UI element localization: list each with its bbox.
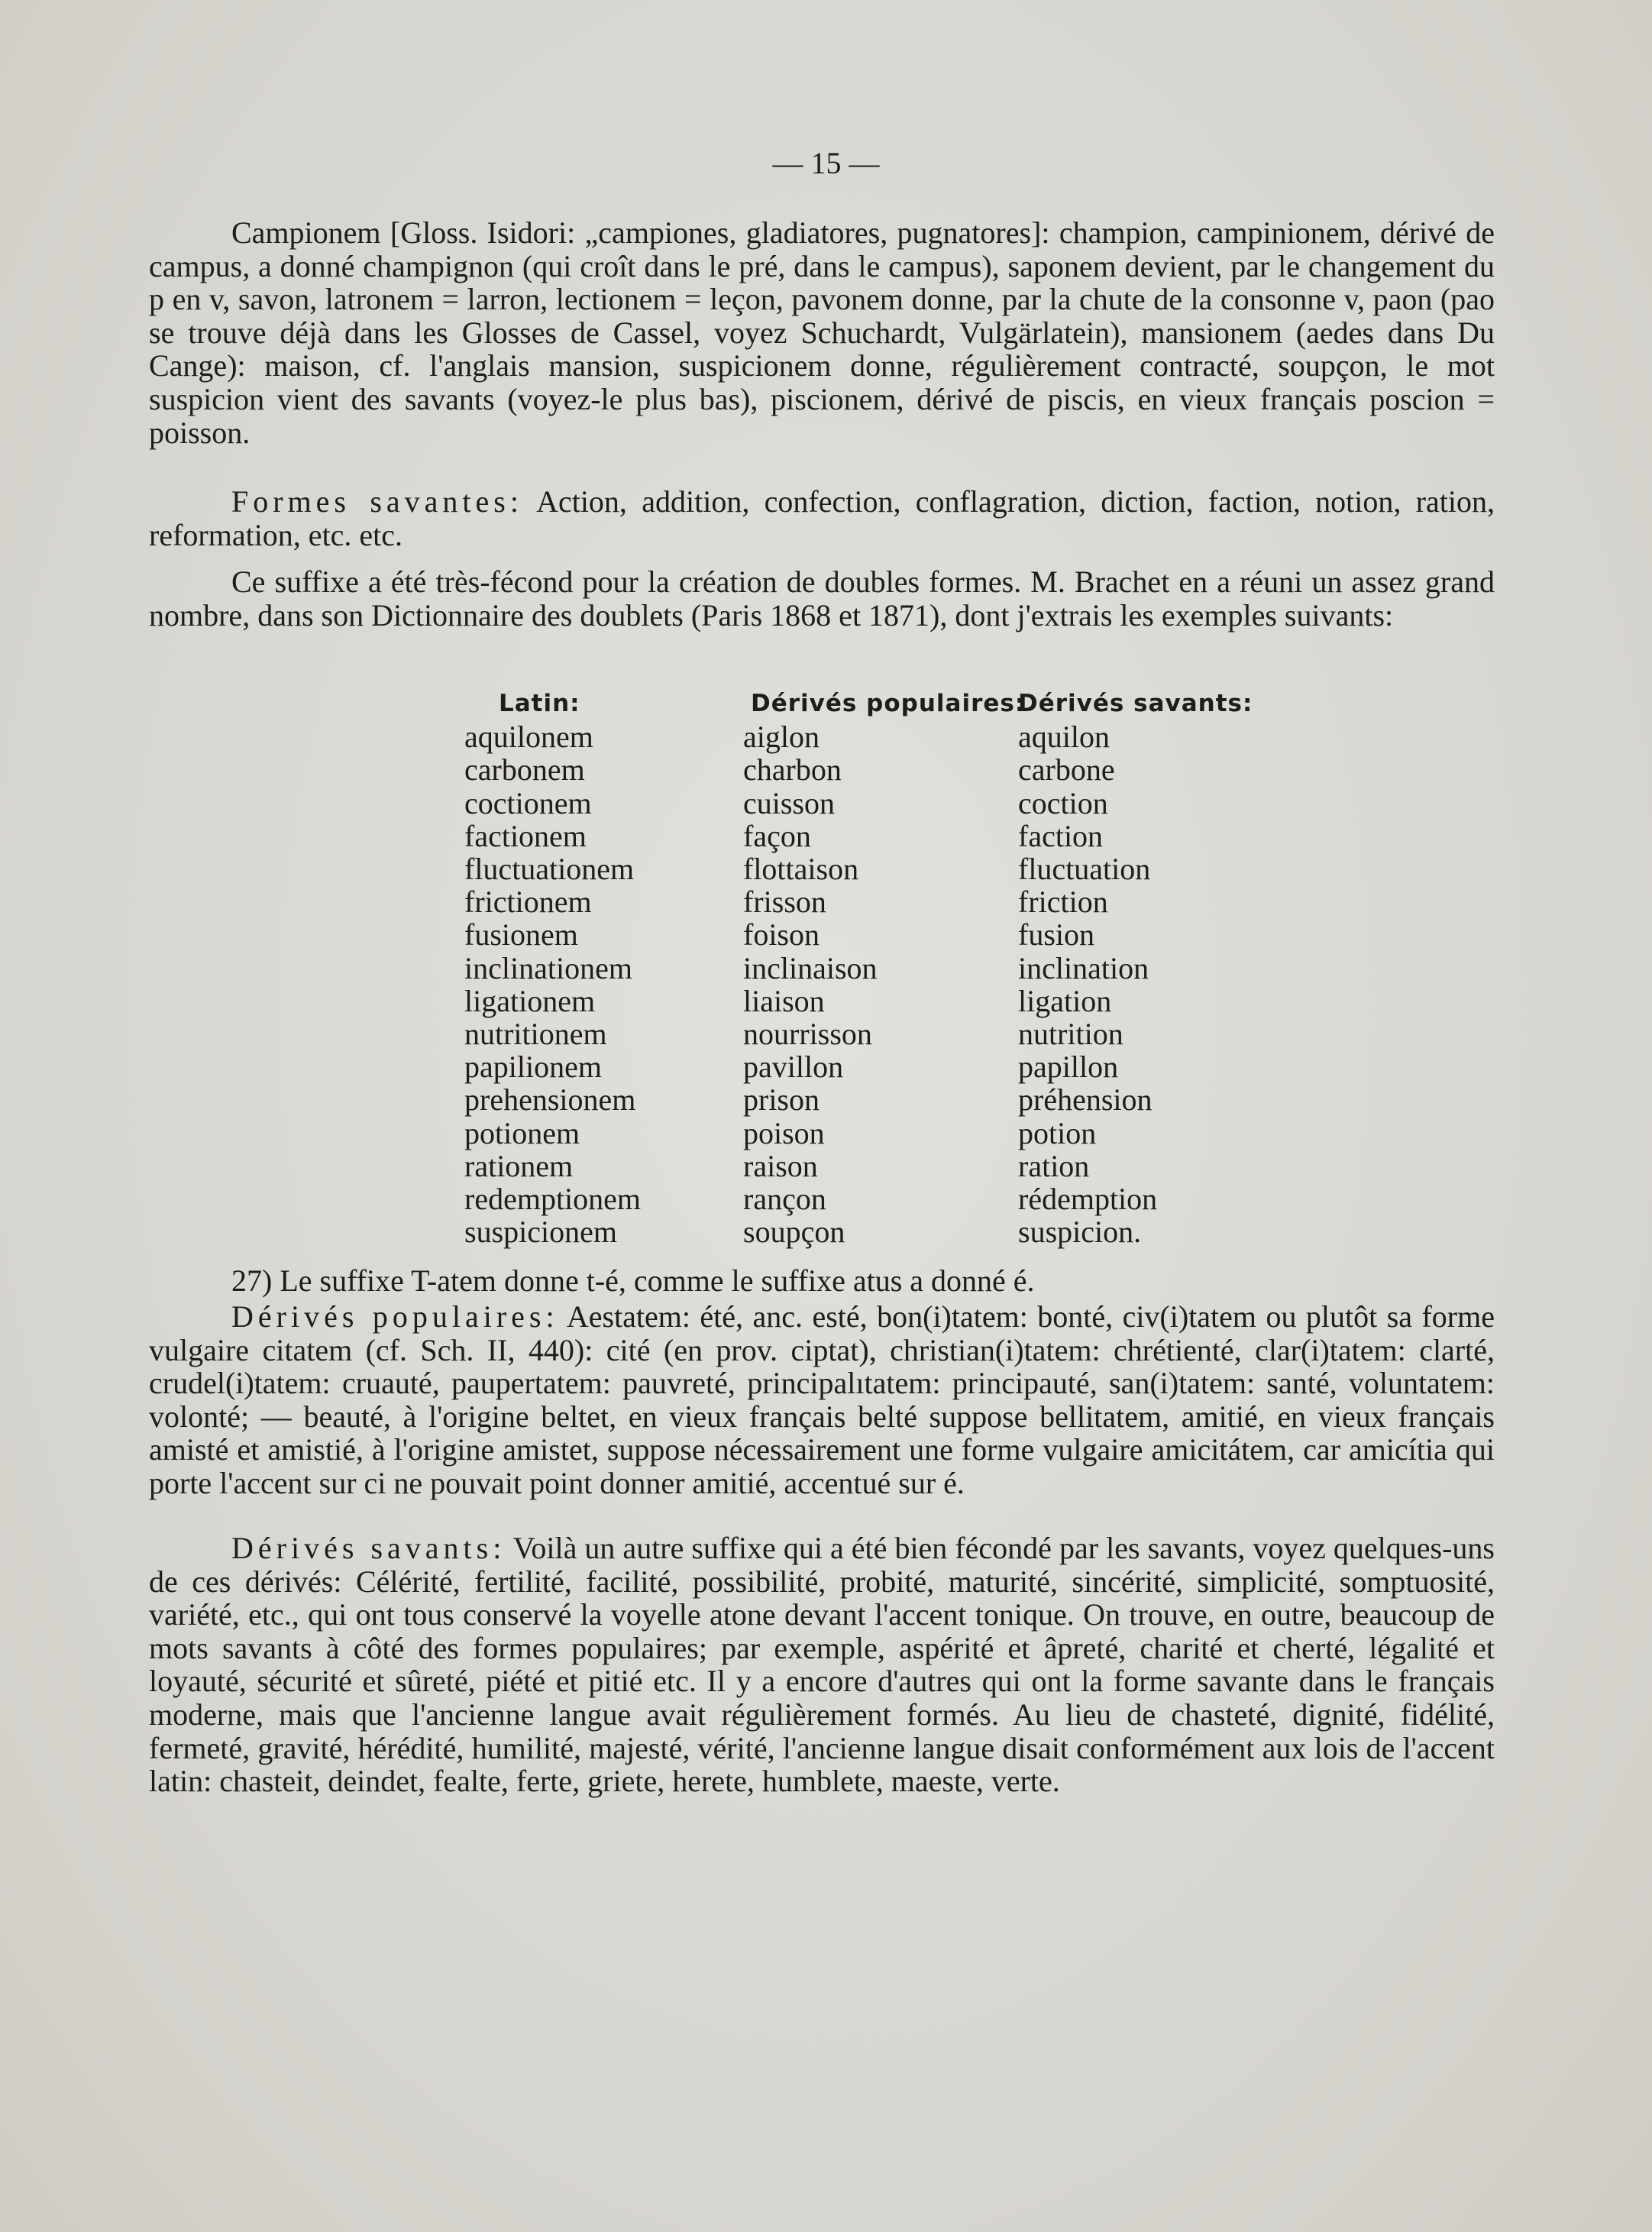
populaire-cell: pavillon [743,1050,844,1085]
savant-cell: papillon [1018,1050,1119,1085]
latin-cell: fusionem [464,917,578,953]
paragraph-text: Campionem [Gloss. Isidori: „campiones, gladiatores, pugnatores]: champion, campinionem, dérivé de campus, a donné champignon (qui croît dans le pré, dans le campus), saponem devient, par le changement du p en v, savon, latronem = larron, lectionem = leçon, pavonem donne, par la chute de la consonne v, paon (pao se trouve déjà dans les Glosses de Cassel, voyez Schuchardt, Vulgärlatein), mansionem (aedes dans Du Cange): maison, cf. l'anglais mansion, suspicionem donne, régulièrement contracté, soupçon, le mot suspicion vient des savants (voyez-le plus bas), piscionem, dérivé de piscis, en vieux français poscion = poisson. [149,215,1495,450]
savant-cell: préhension [1018,1082,1153,1118]
table-row [464,720,1247,753]
paragraph-text: Aestatem: été, anc. esté, bon(i)tatem: bonté, civ(i)tatem ou plutôt sa forme vulgaire citatem (cf. Sch. II, 440): cité (en prov. ciptat), christian(i)tatem: chrétienté, clar(i)tatem: clarté, crudel(i)tatem: cruauté, paupertatem: pauvreté, principalıtatem: principauté, san(i)tatem: santé, voluntatem: volonté; — beauté, à l'origine beltet, en vieux français belté suppose bellitatem, amitié, en vieux français amisté et amistié, à l'origine amistet, suppose nécessairement une forme vulgaire amicitátem, car amicítia qui porte l'accent sur ci ne pouvait point donner amitié, accentué sur é. [149,1299,1495,1500]
table-row [464,952,1247,985]
table-body [464,720,1247,1248]
savant-cell: faction [1018,818,1104,853]
latin-cell: suspicionem [464,1215,617,1250]
page-number: — 15 — [772,146,880,180]
table-row [464,1050,1247,1083]
populaire-cell: foison [743,917,820,953]
latin-cell: redemptionem [464,1181,642,1216]
populaire-cell: rançon [743,1181,826,1216]
table-row [464,1017,1247,1050]
header-derives-populaires: Dérivés populaires: [751,690,1026,717]
table-row [464,1083,1247,1116]
latin-cell: carbonem [464,752,585,788]
latin-cell: frictionem [464,885,592,920]
paragraph-text: 27) Le suffixe T-atem donne t-é, comme le suffixe atus a donné é. [231,1263,1035,1298]
table-row [464,820,1247,852]
table-row [464,985,1247,1017]
savant-cell: nutrition [1018,1016,1123,1051]
latin-cell: prehensionem [464,1082,636,1118]
latin-cell: aquilonem [464,720,593,755]
savant-cell: carbone [1018,752,1115,788]
populaire-cell: nourrisson [743,1016,872,1051]
table-row [464,1150,1247,1182]
paragraph-text: Voilà un autre suffixe qui a été bien fécondé par les savants, voyez quelques-uns de ces dérivés: Célérité, fertilité, facilité, possibilité, probité, maturité, sincérité, simplicité, somptuosité, variété, etc., qui ont tous conservé la voyelle atone devant l'accent tonique. On trouve, en outre, beaucoup de mots savants à côté des formes populaires; par exemple, aspérité et âpreté, charité et cherté, légalité et loyauté, sécurité et sûreté, piété et pitié etc. Il y a encore d'autres qui ont la forme savante dans le français moderne, mais que l'ancienne langue avait régulièrement formés. Au lieu de chasteté, dignité, fidélité, fermeté, gravité, hérédité, humilité, majesté, vérité, l'ancienne langue disait conformément aux lois de l'accent latin: chasteit, deindet, fealte, ferte, griete, herete, humblete, maeste, verte. [149,1531,1495,1799]
populaire-cell: liaison [743,983,825,1018]
table-row [464,1215,1247,1248]
section-label: Formes savantes: [231,484,523,519]
paragraph-suffixe-fecond [149,565,1495,632]
populaire-cell: aiglon [743,720,820,755]
table-header-row [464,687,1253,720]
table-row [464,753,1247,786]
savant-cell: coction [1018,785,1108,820]
paragraph-campionem [149,216,1495,449]
populaire-cell: prison [743,1082,820,1118]
savant-cell: friction [1018,885,1108,920]
table-row [464,1117,1247,1150]
latin-cell: nutritionem [464,1016,607,1051]
latin-cell: inclinationem [464,950,632,985]
latin-cell: papilionem [464,1050,602,1085]
savant-cell: potion [1018,1115,1097,1150]
latin-cell: potionem [464,1115,580,1150]
savant-cell: aquilon [1018,720,1110,755]
populaire-cell: frisson [743,885,826,920]
savant-cell: suspicion. [1018,1215,1142,1250]
populaire-cell: flottaison [743,852,859,887]
populaire-cell: poison [743,1115,825,1150]
table-row [464,918,1247,951]
header-latin: Latin: [499,690,580,717]
savant-cell: ration [1018,1148,1090,1183]
latin-cell: factionem [464,818,587,853]
populaire-cell: raison [743,1148,818,1183]
populaire-cell: soupçon [743,1215,845,1250]
latin-cell: coctionem [464,785,592,820]
table-row [464,885,1247,918]
latin-cell: ligationem [464,983,596,1018]
table-row [464,1182,1247,1215]
paragraph-text: Action, addition, confection, conflagration, diction, faction, notion, ration, reformation, etc. etc. [149,484,1495,552]
section-label: Dérivés savants: [231,1531,506,1565]
savant-cell: ligation [1018,983,1112,1018]
savant-cell: rédemption [1018,1181,1158,1216]
paragraph-text: Ce suffixe a été très-fécond pour la création de doubles formes. M. Brachet en a réuni un assez grand nombre, dans son Dictionnaire des doublets (Paris 1868 et 1871), dont j'extrais les exemples suivants: [149,564,1495,632]
header-derives-savants: Dérivés savants: [1018,690,1253,717]
savant-cell: fusion [1018,917,1094,953]
doublets-table [464,687,1253,1250]
paragraph-section-27 [149,1264,1495,1298]
latin-cell: fluctuationem [464,852,635,887]
savant-cell: fluctuation [1018,852,1151,887]
paragraph-derives-populaires [149,1300,1495,1500]
savant-cell: inclination [1018,950,1149,985]
section-label: Dérivés populaires: [231,1299,559,1334]
latin-cell: rationem [464,1148,574,1183]
table-row [464,852,1247,885]
paragraph-formes-savantes [149,485,1495,552]
populaire-cell: inclinaison [743,950,878,985]
table-row [464,787,1247,820]
populaire-cell: façon [743,818,811,853]
populaire-cell: charbon [743,752,842,788]
paragraph-derives-savants [149,1532,1495,1798]
populaire-cell: cuisson [743,785,835,820]
